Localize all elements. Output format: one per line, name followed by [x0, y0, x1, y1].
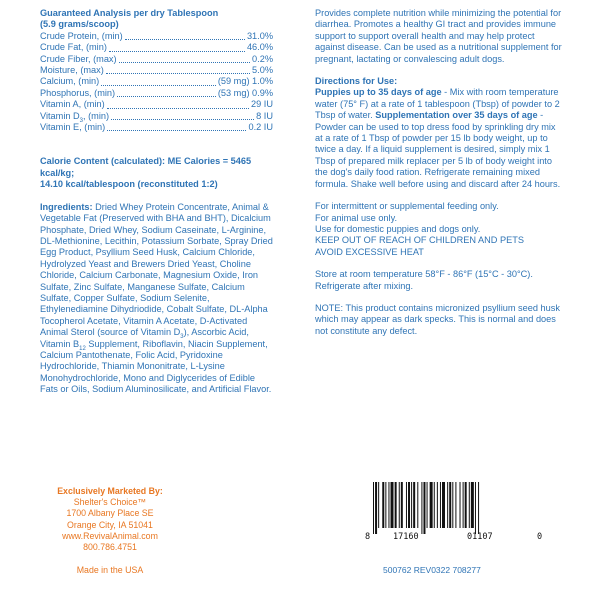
- note-text: NOTE: This product contains micronized psyllium seed husk which may appear as dark specks. This is normal and does not constitute any defect.: [315, 302, 560, 336]
- calorie-line-1: Calorie Content (calculated): ME Calories = 5465 kcal/kg;: [40, 156, 252, 178]
- barcode-bar: [434, 482, 435, 528]
- barcode-bar: [417, 482, 418, 528]
- marketed-by-block: [40, 486, 180, 576]
- directions-text: Puppies up to 35 days of age - Mix with room temperature water (75° F) at a rate of 1 tablespoon (Tbsp) of powder to 2 Tbsp of water. Supplementation over 35 days of age - Powder can be used to top dress food by sprinkling dry mix at a rate of 1 Tbsp of powder per 15 lb body weight, up to twice a day. If a liquid supplement is desired, simply mix 1 Tbsp of prepared milk replacer per 5 lb of body weight into the dog's daily food ration. Refrigerate remaining mixed formula. Shake well before using and discard after 24 hours.: [315, 87, 561, 189]
- barcode-digit-last: 0: [537, 532, 543, 542]
- barcode-bar: [447, 482, 448, 528]
- barcode-bar: [455, 482, 456, 528]
- barcode-bar: [478, 482, 479, 534]
- made-in-usa: Made in the USA: [76, 565, 144, 576]
- ingredients: Ingredients: Dried Whey Protein Concentrate, Animal & Vegetable Fat (Preserved with BHA and BHT), Dicalcium Phosphate, Dried Whey, Sodium Caseinate, L-Arginine, DL-Methionine, Lecithin, Potassium Sorbate, Spray Dried Egg Product, Psyllium Seed Husk, Calcium Chloride, Hydrolyzed Yeast and Brewers Dried Yeast, Choline Chloride, Calcium Carbonate, Magnesium Oxide, Iron Sulfate, Zinc Sulfate, Manganese Sulfate, Calcium Sulfate, Copper Sulfate, Sodium Selenite, Ethylenediamine Dihydriodide, Cobalt Sulfate, DL-Alpha Tocopherol Acetate, Vitamin A Acetate, D-Activated Animal Sterol (source of Vitamin $D_3$), Ascorbic Acid, Vitamin $B_{12}$ Supplement, Riboflavin, Niacin Supplement, Calcium Pantothenate, Folic Acid, Pyridoxine Hydrochloride, Thiamin Mononitrate, L-Lysine Monohydrochloride, Mono and Diglycerides of Edible Fats or Oils, Sodium Aluminosilicate, and Artificial Flavor.: [40, 201, 273, 395]
- warning-line: Use for domestic puppies and dogs only.: [315, 223, 481, 234]
- barcode-bar: [469, 482, 470, 528]
- barcode-digit-first: 8: [365, 532, 371, 542]
- barcode-bar: [406, 482, 407, 528]
- marketed-line: 800.786.4751: [83, 542, 137, 553]
- barcode-digits-left: 17160: [393, 532, 419, 542]
- barcode-bar: [465, 482, 467, 528]
- lot-code: 500762 REV0322 708277: [383, 565, 481, 575]
- barcode-bar: [423, 482, 425, 534]
- left-column: [40, 8, 273, 396]
- analysis-row: Crude Protein, (min) 31.0%: [40, 30, 273, 41]
- barcode-bar: [385, 482, 386, 528]
- barcode-bar: [430, 482, 433, 528]
- barcode-bar: [449, 482, 451, 528]
- analysis-row: Vitamin $D_3$, (min) 8 IU: [40, 110, 273, 124]
- storage-text: Store at room temperature 58°F - 86°F (15°C - 30°C). Refrigerate after mixing.: [315, 269, 533, 291]
- analysis-row: Crude Fat, (min) 46.0%: [40, 42, 273, 53]
- warning-line: AVOID EXCESSIVE HEAT: [315, 246, 424, 257]
- barcode-bar: [452, 482, 453, 528]
- barcode-bar: [421, 482, 422, 534]
- analysis-title: Guaranteed Analysis per dry Tablespoon: [40, 8, 219, 18]
- barcode-bar: [463, 482, 464, 528]
- barcode-bar: [388, 482, 389, 528]
- barcode-bar: [391, 482, 394, 528]
- right-column: [315, 8, 565, 337]
- analysis-row: Moisture, (max) 5.0%: [40, 65, 273, 76]
- barcode-bar: [442, 482, 445, 528]
- marketed-line: www.RevivalAnimal.com: [62, 530, 158, 541]
- barcode-bar: [437, 482, 438, 528]
- barcode-bar: [408, 482, 410, 528]
- directions-title: Directions for Use:: [315, 76, 398, 87]
- analysis-row: Crude Fiber, (max) 0.2%: [40, 53, 273, 64]
- analysis-row: Calcium, (min) (59 mg) 1.0%: [40, 76, 273, 87]
- analysis-row: Vitamin E, (min) 0.2 IU: [40, 122, 273, 133]
- barcode-bar: [475, 482, 476, 534]
- warning-line: For intermittent or supplemental feeding only.: [315, 201, 499, 212]
- marketed-line: Shelter's Choice™: [73, 497, 147, 508]
- analysis-row: Vitamin A, (min) 29 IU: [40, 99, 273, 110]
- barcode-bars: [373, 482, 531, 534]
- marketed-heading: Exclusively Marketed By:: [57, 486, 163, 496]
- barcode-bar: [399, 482, 400, 528]
- barcode-bar: [413, 482, 415, 528]
- barcode-bar: [440, 482, 441, 528]
- calorie-line-2: 14.10 kcal/tablespoon (reconstituted 1:2): [40, 179, 218, 190]
- barcode-bar: [375, 482, 377, 534]
- marketed-line: Orange City, IA 51041: [67, 519, 153, 530]
- barcode-bar: [460, 482, 461, 528]
- analysis-subtitle: (5.9 grams/scoop): [40, 19, 119, 30]
- barcode-bar: [411, 482, 412, 528]
- analysis-row: Phosphorus, (min) (53 mg) 0.9%: [40, 87, 273, 98]
- barcode-bar: [373, 482, 374, 534]
- barcode-digits-right: 01107: [467, 532, 493, 542]
- warning-line: KEEP OUT OF REACH OF CHILDREN AND PETS: [315, 235, 524, 246]
- warning-line: For animal use only.: [315, 212, 398, 223]
- intro-text: Provides complete nutrition while minimizing the potential for diarrhea. Promotes a healthy GI tract and provides immune support to support overall health and may help protect against disease. Can be used as a nutritional supplement for pregnant, lactating or convalescing adult dogs.: [315, 8, 562, 64]
- barcode: [365, 482, 545, 546]
- barcode-bar: [401, 482, 403, 528]
- analysis-table: [40, 31, 273, 134]
- barcode-bar: [395, 482, 397, 528]
- barcode-bar: [382, 482, 384, 528]
- barcode-bar: [378, 482, 379, 528]
- barcode-bar: [427, 482, 428, 528]
- barcode-bar: [471, 482, 474, 528]
- marketed-line: 1700 Albany Place SE: [66, 508, 154, 519]
